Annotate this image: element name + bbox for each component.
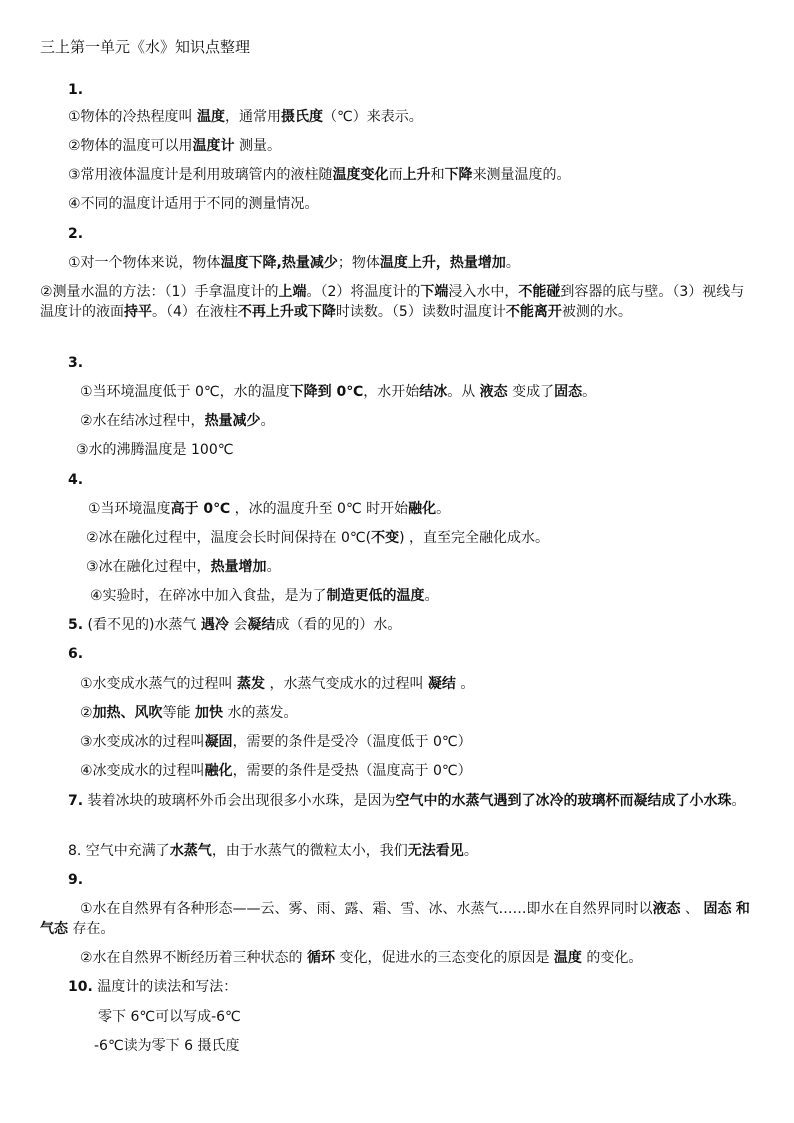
keyword: 无法看见 [407,843,464,859]
text: ；物体 [337,255,380,271]
text: 变化，促进水的三态变化的原因是 [335,950,554,966]
list-item [68,841,478,861]
keyword: 温度下降,热量减少 [220,255,338,271]
text: ，水开始 [363,384,420,400]
text: ①对一个物体来说，物体 [68,255,221,271]
keyword: 下端 [420,284,449,300]
list-item [68,977,237,997]
keyword: 温度变化 [332,167,389,183]
keyword: 下降到 0℃ [289,384,364,400]
text: 、 [680,901,704,917]
text: 到容器的底与壁。（3）视线与温度计的液面 [40,284,745,320]
keyword: 液态 [479,384,508,400]
text: ①当环境温度 [88,501,171,517]
section-number: 10. [68,979,93,995]
section-number: 2. [68,226,84,242]
keyword: 持平 [124,304,152,320]
list-item [68,107,423,127]
keyword: 加热、风吹 [92,705,163,721]
keyword: 温度 [197,109,226,125]
text: 的变化。 [581,950,643,966]
text: 。 [260,413,275,429]
text: ④冰变成水的过程叫 [80,763,205,779]
text: 温度计的读法和写法： [92,979,238,995]
text: 变成了 [507,384,555,400]
section-number: 1. [68,82,84,98]
keyword: 下降 [444,167,473,183]
list-item [68,615,401,635]
keyword: 凝结 [427,676,456,692]
keyword: 温度 [553,950,582,966]
list-item [68,253,520,273]
paragraph [40,899,758,939]
text: 。从 [447,384,480,400]
keyword: 凝结 [247,617,276,633]
text: ④不同的温度计适用于不同的测量情况。 [68,196,319,212]
list-item [80,948,642,968]
list-item [88,499,450,519]
section-number: 7. [68,793,84,809]
keyword: 固态 [703,901,732,917]
text: 被测的水。 [561,304,632,320]
text: 会 [228,617,248,633]
keyword: 不变 [371,530,400,546]
keyword: 摄氏度 [281,109,324,125]
page-title: 三上第一单元《水》知识点整理 [40,38,251,56]
list-item [86,528,549,548]
text: ②水在自然界不断经历着三种状态的 [80,950,308,966]
text: ③冰在融化过程中， [86,559,211,575]
text: ①水变成水蒸气的过程叫 [80,676,238,692]
text: 存在。 [68,921,115,937]
list-item [68,136,281,156]
keyword: 热量减少 [204,413,261,429]
keyword: 高于 0℃ [170,501,231,517]
text: 。（2）将温度计的 [306,284,421,300]
text: ③水变成冰的过程叫 [80,734,205,750]
keyword: 液态 [652,901,681,917]
paragraph [40,282,758,322]
section-number: 4. [68,472,84,488]
text: 来测量温度的。 [472,167,571,183]
text: ③常用液体温度计是利用玻璃管内的液柱随 [68,167,333,183]
text: ，水蒸气变成水的过程叫 [265,676,428,692]
keyword: 融化 [408,501,437,517]
text: 和 [430,167,445,183]
text: ，需要的条件是受热（温度高于 0℃） [232,763,472,779]
keyword: 结冰 [419,384,448,400]
keyword: 不能碰 [518,284,561,300]
list-item [80,732,472,752]
text: ②水在结冰过程中， [80,413,205,429]
list-item [90,586,439,606]
text: ②测量水温的方法：（1）手拿温度计的 [40,284,279,300]
text: ②冰在融化过程中，温度会长时间保持在 0℃( [86,530,372,546]
text: 而 [388,167,403,183]
keyword: 蒸发 [237,676,266,692]
list-item [76,440,233,460]
text: 测量。 [234,138,282,154]
list-item [68,194,319,214]
keyword: 固态 [554,384,583,400]
keyword: 气态 [40,921,68,937]
keyword: 温度计 [192,138,235,154]
list-item [80,411,275,431]
keyword: 融化 [204,763,233,779]
text: ①物体的冷热程度叫 [68,109,198,125]
text: ③水的沸腾温度是 100℃ [76,442,234,458]
text: 。 [731,793,746,809]
text: ) ，直至完全融化成水。 [399,530,550,546]
keyword: 上端 [278,284,307,300]
section-number: 9. [68,872,84,888]
section-number: 3. [68,355,84,371]
keyword: 凝固 [204,734,233,750]
text: 浸入水中， [448,284,519,300]
text: 零下 6℃可以写成-6℃ [98,1009,241,1025]
list-item [80,703,297,723]
keyword: 制造更低的温度 [326,588,425,604]
list-item [80,674,474,694]
keyword: 热量增加 [210,559,267,575]
text: 。 [424,588,439,604]
text: ② [80,705,93,721]
text: ，由于水蒸气的微粒太小，我们 [211,843,408,859]
text: 。 [505,255,520,271]
keyword: 水蒸气 [169,843,212,859]
text: 空气中充满了 [81,843,170,859]
text: 时读数。（5）读数时温度计 [335,304,506,320]
text: 水的蒸发。 [223,705,298,721]
list-item [68,165,571,185]
text: 。 [582,384,597,400]
text: ，通常用 [225,109,282,125]
text: ，冰的温度升至 0℃ 时开始 [230,501,409,517]
text: ④实验时，在碎冰中加入食盐，是为了 [90,588,327,604]
text: (看不见的)水蒸气 [83,617,201,633]
text: 。 [463,843,478,859]
list-item [94,1036,240,1056]
section-number: 6. [68,646,84,662]
keyword: 不能离开 [505,304,562,320]
text: ②物体的温度可以用 [68,138,193,154]
section-number: 5. [68,617,84,633]
text: 装着冰块的玻璃杯外币会出现很多小水珠，是因为 [83,793,396,809]
keyword: 遇冷 [200,617,229,633]
text: 等能 [162,705,196,721]
keyword: 循环 [307,950,336,966]
list-item [80,382,596,402]
text: ，需要的条件是受冷（温度低于 0℃） [232,734,472,750]
text: 。（4）在液柱 [152,304,238,320]
text: 。 [455,676,475,692]
text: 。 [436,501,451,517]
keyword: 和 [735,901,750,917]
keyword: 空气中的水蒸气遇到了冰冷的玻璃杯而凝结成了小水珠 [395,793,732,809]
text: ①当环境温度低于 0℃，水的温度 [80,384,290,400]
text: ①水在自然界有各种形态——云、雾、雨、露、霜、雪、冰、水蒸气……即水在自然界同时以 [80,901,653,917]
list-item [80,761,472,781]
section-number: 8. [68,843,82,859]
list-item [98,1007,241,1027]
list-item [86,557,281,577]
keyword: 上升 [402,167,431,183]
paragraph [40,791,758,811]
text: （℃）来表示。 [323,109,423,125]
text: 。 [266,559,281,575]
text: -6℃读为零下 6 摄氏度 [94,1038,240,1054]
keyword: 加快 [195,705,224,721]
keyword: 温度上升，热量增加 [379,255,506,271]
keyword: 不再上升或下降 [237,304,336,320]
text: 成（看的见的）水。 [275,617,402,633]
